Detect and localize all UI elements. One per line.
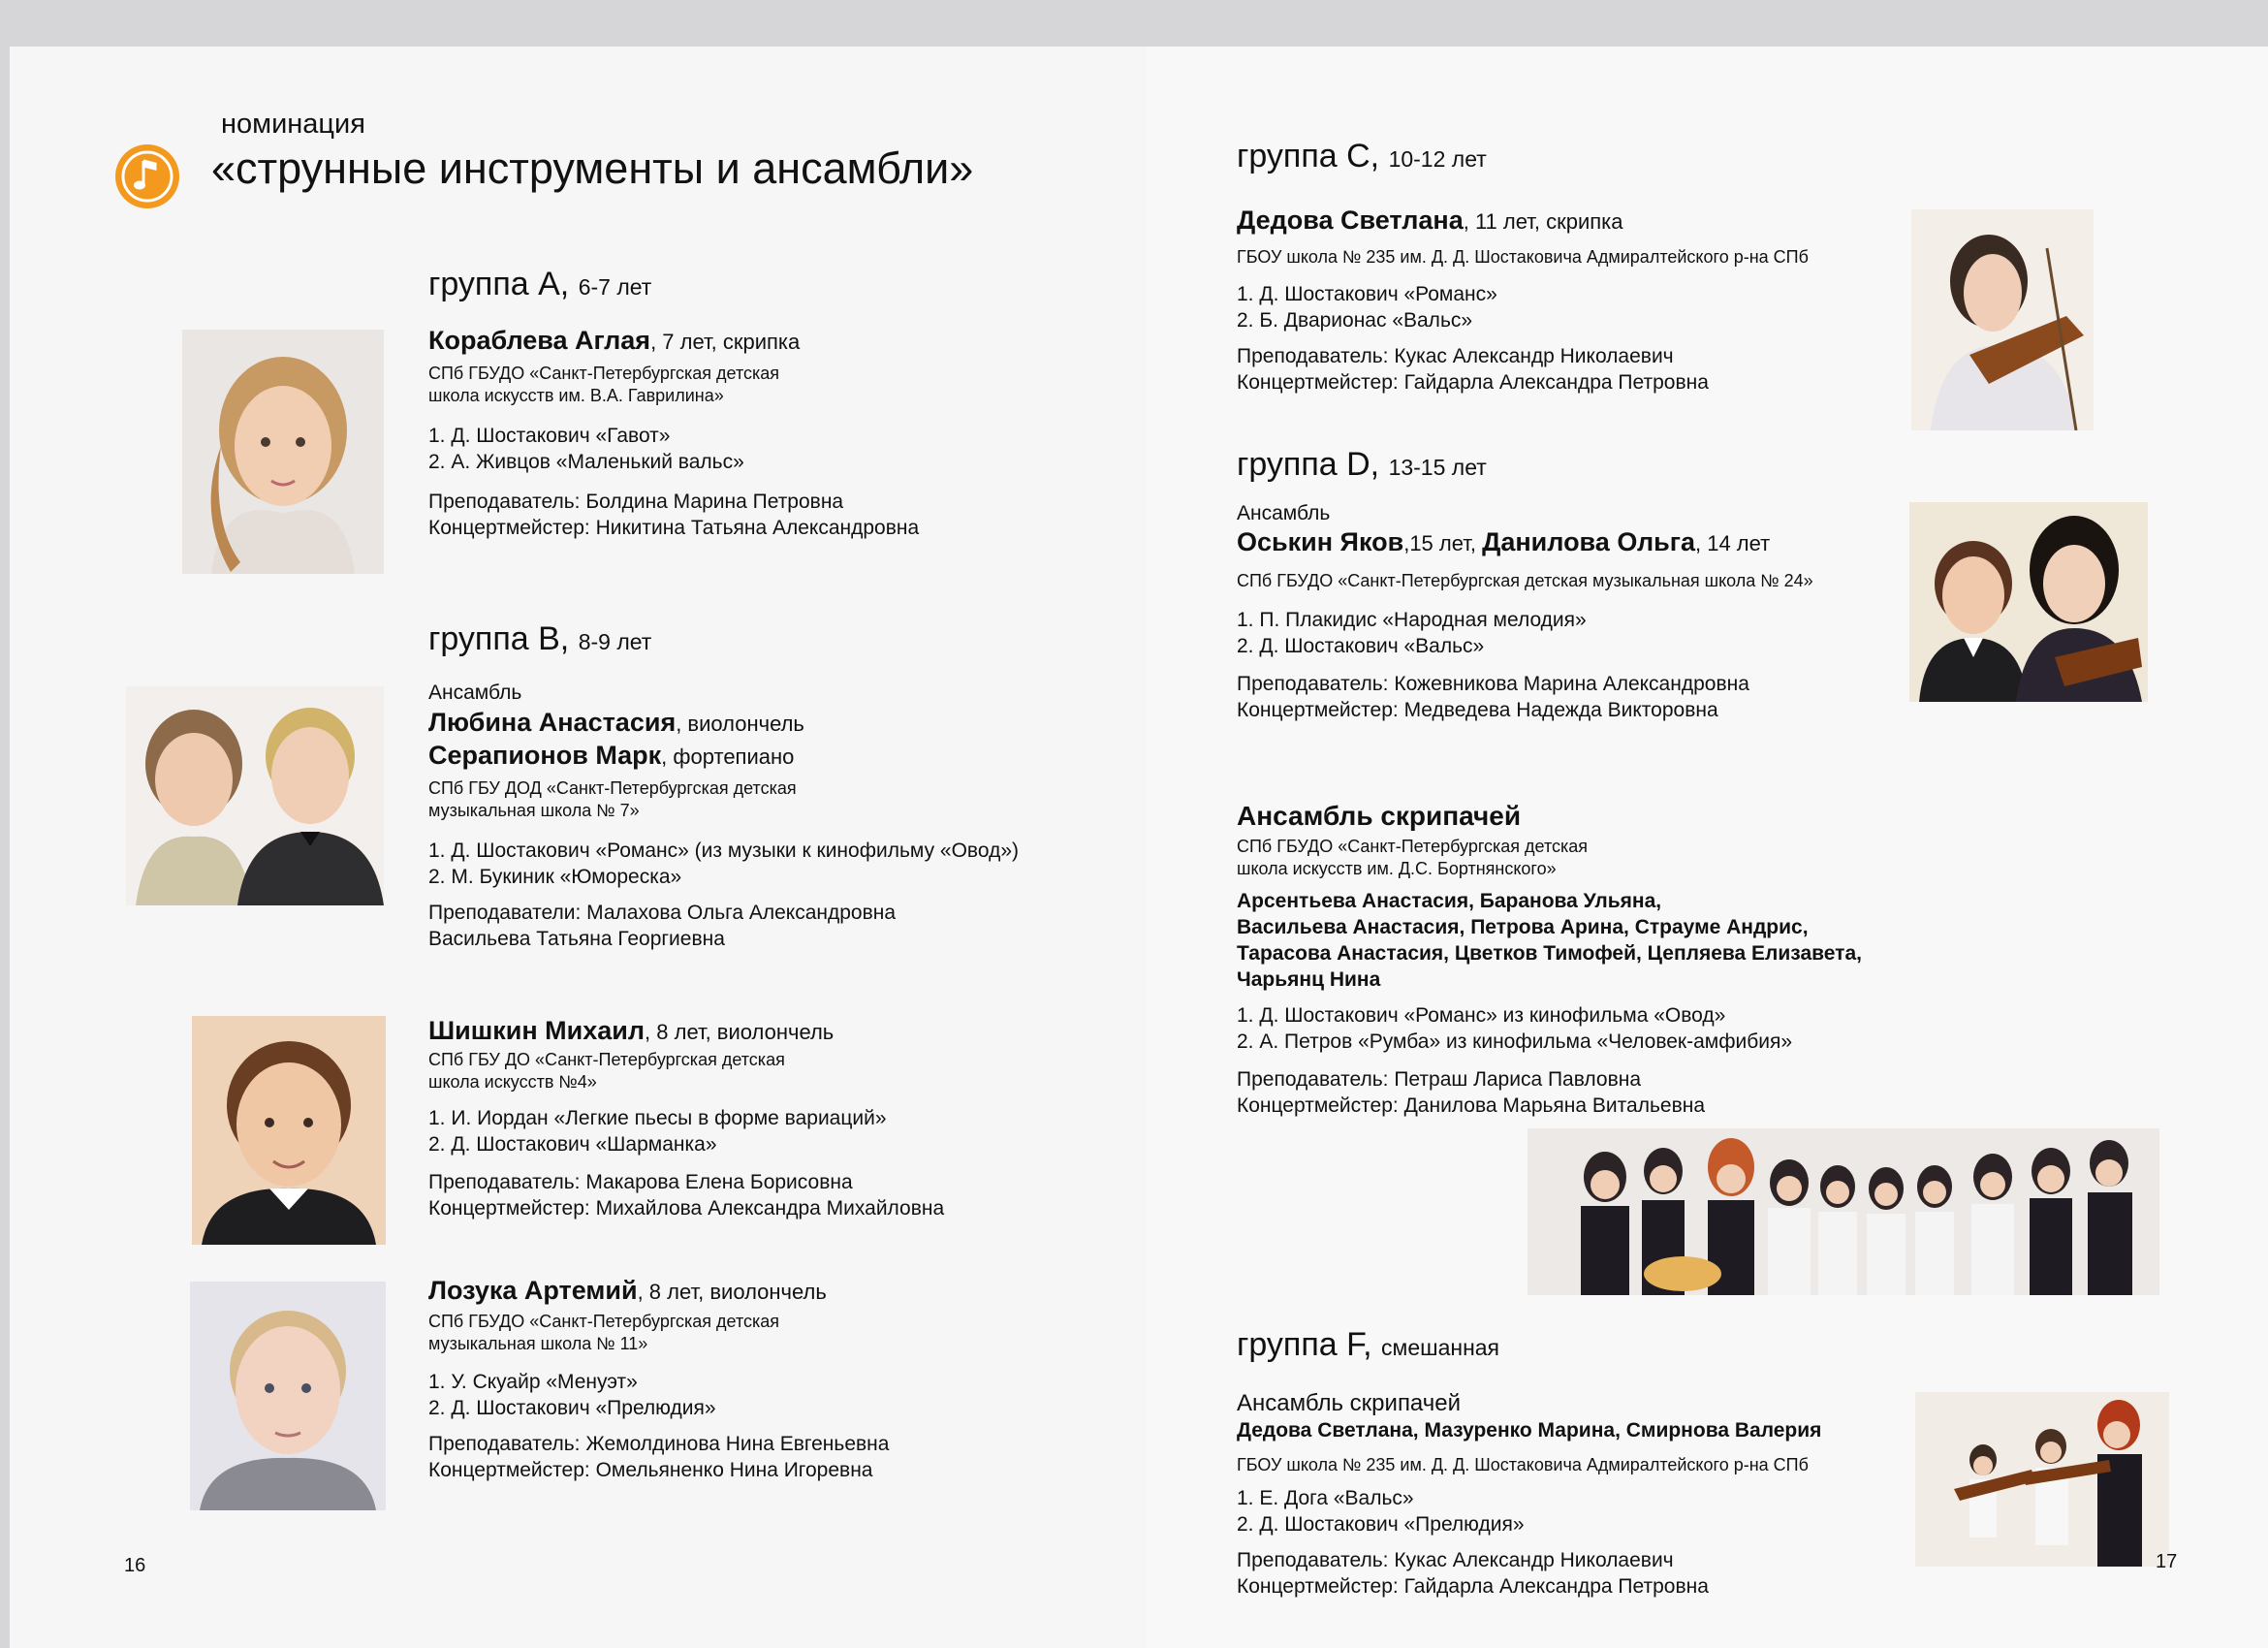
photo-lyubina-serapionov xyxy=(126,686,384,905)
members-line-2: Васильева Анастасия, Петрова Арина, Страуме Андрис, xyxy=(1237,916,1809,938)
members: Дедова Светлана, Мазуренко Марина, Смирнова Валерия xyxy=(1237,1419,1822,1442)
ensemble-label: Ансамбль xyxy=(428,681,522,704)
school-line-2: школа искусств им. Д.С. Бортнянского» xyxy=(1237,859,1557,878)
piece-2: 2. Д. Шостакович «Прелюдия» xyxy=(1237,1513,1525,1536)
teacher: Преподаватель: Кожевникова Марина Александровна xyxy=(1237,673,1749,695)
teacher: Преподаватель: Кукас Александр Николаевич xyxy=(1237,1549,1674,1571)
accompanist: Концертмейстер: Гайдарла Александра Петровна xyxy=(1237,1575,1709,1598)
teacher: Преподаватель: Болдина Марина Петровна xyxy=(428,491,844,513)
photo-lozuka xyxy=(190,1282,386,1510)
group-d-heading: группа D, 13-15 лет xyxy=(1237,446,1487,483)
piece-1: 1. Д. Шостакович «Романс» (из музыки к кинофильму «Овод») xyxy=(428,840,1019,862)
music-note-icon xyxy=(114,143,180,209)
participant-lozuka: Лозука Артемий, 8 лет, виолончель xyxy=(428,1276,827,1305)
page-number: 16 xyxy=(124,1555,146,1576)
piece-1: 1. Д. Шостакович «Романс» из кинофильма «Овод» xyxy=(1237,1004,1726,1027)
members-line-4: Чарьянц Нина xyxy=(1237,968,1381,991)
piece-1: 1. Д. Шостакович «Гавот» xyxy=(428,425,671,447)
school-shishkin: СПб ГБУ ДО «Санкт-Петербургская детская школа искусств №4» xyxy=(428,1050,785,1092)
accompanist: Концертмейстер: Омельяненко Нина Игоревна xyxy=(428,1459,873,1481)
piece-1: 1. Е. Дога «Вальс» xyxy=(1237,1487,1414,1509)
piece-2: 2. А. Живцов «Маленький вальс» xyxy=(428,451,744,473)
piece-1: 1. У. Скуайр «Менуэт» xyxy=(428,1371,638,1393)
teacher: Преподаватель: Макарова Елена Борисовна xyxy=(428,1171,853,1193)
photo-dedova xyxy=(1911,209,2094,430)
photo-oskin-danilova xyxy=(1909,502,2148,702)
nomination-title: «струнные инструменты и ансамбли» xyxy=(211,143,974,193)
members-line-3: Тарасова Анастасия, Цветков Тимофей, Цепляева Елизавета, xyxy=(1237,942,1862,965)
piece-2: 2. А. Петров «Румба» из кинофильма «Человек-амфибия» xyxy=(1237,1030,1793,1053)
participant-dedova: Дедова Светлана, 11 лет, скрипка xyxy=(1237,206,1623,235)
piece-2: 2. М. Букиник «Юмореска» xyxy=(428,866,682,888)
ensemble-label: Ансамбль xyxy=(1237,502,1331,524)
page-number: 17 xyxy=(2156,1551,2178,1572)
accompanist: Концертмейстер: Михайлова Александра Михайловна xyxy=(428,1197,945,1220)
school-groupb: СПб ГБУ ДОД «Санкт-Петербургская детская музыкальная школа № 7» xyxy=(428,778,797,820)
school-groupc: ГБОУ школа № 235 им. Д. Д. Шостаковича Адмиралтейского р-на СПб xyxy=(1237,247,1809,267)
accompanist: Концертмейстер: Данилова Марьяна Витальевна xyxy=(1237,1094,1706,1117)
photo-groupf-ensemble xyxy=(1915,1392,2169,1567)
accompanist: Концертмейстер: Никитина Татьяна Александровна xyxy=(428,517,920,539)
accompanist: Концертмейстер: Гайдарла Александра Петровна xyxy=(1237,371,1709,394)
photo-shishkin xyxy=(192,1016,386,1245)
group-f-heading: группа F, смешанная xyxy=(1237,1326,1500,1363)
piece-2: 2. Д. Шостакович «Прелюдия» xyxy=(428,1397,716,1419)
photo-violin-ensemble xyxy=(1528,1128,2159,1295)
group-b-heading: группа В, 8-9 лет xyxy=(428,620,652,657)
piece-2: 2. Б. Дварионас «Вальс» xyxy=(1237,309,1473,332)
school-groupd: СПб ГБУДО «Санкт-Петербургская детская музыкальная школа № 24» xyxy=(1237,571,1813,590)
school-groupf: ГБОУ школа № 235 им. Д. Д. Шостаковича Адмиралтейского р-на СПб xyxy=(1237,1455,1809,1474)
nomination-label: номинация xyxy=(221,109,365,140)
participant-korableva: Кораблева Аглая, 7 лет, скрипка xyxy=(428,326,801,355)
piece-1: 1. И. Иордан «Легкие пьесы в форме вариаций» xyxy=(428,1107,887,1129)
teacher: Преподаватель: Кукас Александр Николаевич xyxy=(1237,345,1674,367)
accompanist: Концертмейстер: Медведева Надежда Викторовна xyxy=(1237,699,1718,721)
teacher: Преподаватель: Петраш Лариса Павловна xyxy=(1237,1068,1642,1091)
participant-serapionov: Серапионов Марк, фортепиано xyxy=(428,741,795,770)
piece-1: 1. Д. Шостакович «Романс» xyxy=(1237,283,1497,305)
page-right xyxy=(1146,47,2268,1648)
piece-1: 1. П. Плакидис «Народная мелодия» xyxy=(1237,609,1587,631)
school-lozuka: СПб ГБУДО «Санкт-Петербургская детская музыкальная школа № 11» xyxy=(428,1312,780,1353)
photo-korableva xyxy=(182,330,384,574)
teacher-1: Преподаватели: Малахова Ольга Александровна xyxy=(428,902,897,924)
ensemble-heading: Ансамбль скрипачей xyxy=(1237,801,1522,831)
piece-2: 2. Д. Шостакович «Вальс» xyxy=(1237,635,1485,657)
group-a-heading: группа А, 6-7 лет xyxy=(428,266,652,302)
page-left xyxy=(10,47,1146,1648)
teacher-2: Васильева Татьяна Георгиевна xyxy=(428,928,725,950)
school-line-1: СПб ГБУДО «Санкт-Петербургская детская xyxy=(1237,837,1589,856)
members-line-1: Арсентьева Анастасия, Баранова Ульяна, xyxy=(1237,890,1662,912)
ensemble-label: Ансамбль скрипачей xyxy=(1237,1390,1462,1416)
school-groupa: СПб ГБУДО «Санкт-Петербургская детская школа искусств им. В.А. Гаврилина» xyxy=(428,364,780,405)
participant-lyubina: Любина Анастасия, виолончель xyxy=(428,708,804,737)
teacher: Преподаватель: Жемолдинова Нина Евгеньевна xyxy=(428,1433,890,1455)
participants-oskin-danilova: Оськин Яков,15 лет, Данилова Ольга, 14 лет xyxy=(1237,527,1771,556)
group-c-heading: группа С, 10-12 лет xyxy=(1237,138,1487,174)
piece-2: 2. Д. Шостакович «Шарманка» xyxy=(428,1133,717,1156)
participant-shishkin: Шишкин Михаил, 8 лет, виолончель xyxy=(428,1016,835,1045)
